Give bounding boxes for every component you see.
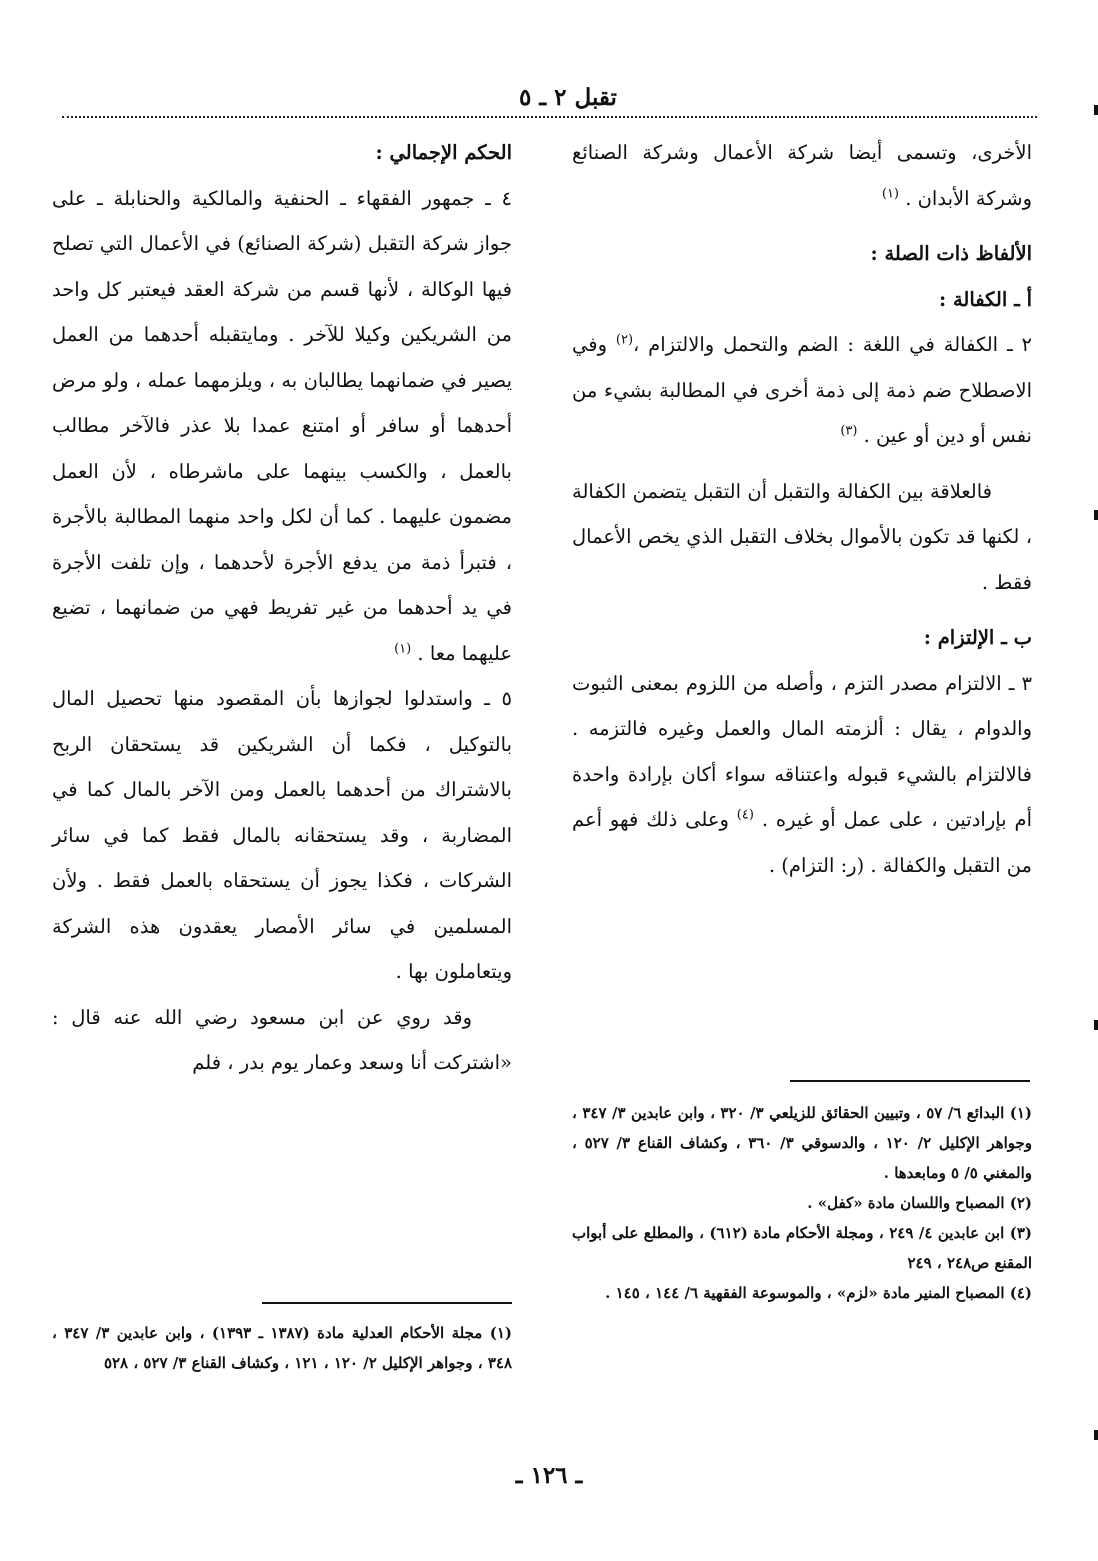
- paragraph: [572, 130, 1032, 221]
- paragraph: [572, 661, 1032, 889]
- left-column: [52, 130, 512, 1086]
- running-header: [60, 78, 1040, 118]
- paragraph: [52, 176, 512, 677]
- running-header-title: تقبل ٢ ـ ٥: [519, 84, 617, 111]
- paragraph-text: ٤ ـ جمهور الفقهاء ـ الحنفية والمالكية والحنابلة ـ على جواز شركة التقبل (شركة الصنائع) في الأعمال التي تصلح فيها الوكالة ، لأنها قسم من شركة العقد فيعتبر كل واحد من الشريكين وكيلا للآخر . ومايتقبله أحدهما من العمل يصير في ضمانهما يطالبان به ، ويلزمهما عمله ، ولو مرض أحدهما أو سافر أو امتنع عمدا بلا عذر فالآخر مطالب بالعمل ، والكسب بينهما على ماشرطاه ، لأن العمل مضمون عليهما . كما أن لكل واحد منهما المطالبة بالأجرة ، فتبرأ ذمة من يدفع الأجرة لأحدهما ، وإن تلفت الأجرة في يد أحدهما من غير تفريط فهي من ضمانهما ، تضيع عليهما معا .: [52, 186, 512, 665]
- paragraph: فالعلاقة بين الكفالة والتقبل أن التقبل يتضمن الكفالة ، لكنها قد تكون بالأموال بخلاف التقبل الذي يخص الأعمال فقط .: [572, 479, 1032, 594]
- footnote-divider: [790, 1080, 1030, 1082]
- paragraph-text: ٣ ـ الالتزام مصدر التزم ، وأصله من اللزوم بمعنى الثبوت والدوام ، يقال : ألزمته المال والعمل وغيره فالتزمه . فالالتزام بالشيء قبوله واعتناقه سواء أكان بإرادة واحدة أم بإرادتين ، على عمل أو غيره .: [572, 671, 1032, 831]
- left-footnotes: [52, 1318, 512, 1378]
- right-column: [572, 130, 1032, 888]
- footnote: (٣) ابن عابدين ٤/ ٢٤٩ ، ومجلة الأحكام مادة (٦١٢) ، والمطلع على أبواب المقنع ص٢٤٨ ، ٢٤٩: [572, 1224, 1032, 1272]
- paragraph: [572, 322, 1032, 459]
- paragraph: وقد روي عن ابن مسعود رضي الله عنه قال : «اشتركت أنا وسعد وعمار يوم بدر ، فلم: [52, 1005, 512, 1074]
- paragraph-text: ٢ ـ الكفالة في اللغة : الضم والتحمل والالتزام ،: [633, 333, 1033, 356]
- footnote-divider: [262, 1302, 512, 1304]
- header-divider: [62, 116, 1037, 118]
- footnote: (١) مجلة الأحكام العدلية مادة (١٣٨٧ ـ ١٣٩٣) ، وابن عابدين ٣/ ٣٤٧ ، ٣٤٨ ، وجواهر الإكليل ٢/ ١٢٠ ، ١٢١ ، وكشاف القناع ٣/ ٥٢٧ ، ٥٢٨: [52, 1324, 512, 1372]
- right-footnotes: [572, 1098, 1032, 1308]
- footnote: (١) البدائع ٦/ ٥٧ ، وتبيين الحقائق للزيلعي ٣/ ٣٢٠ ، وابن عابدين ٣/ ٣٤٧ ، وجواهر الإكليل ٢/ ١٢٠ ، والدسوقي ٣/ ٣٦٠ ، وكشاف القناع ٣/ ٥٢٧ ، والمغني ٥/ ٥ ومابعدها .: [572, 1104, 1033, 1182]
- scan-edge-mark: [1094, 105, 1098, 115]
- footnote-reference: (١): [394, 641, 412, 656]
- footnote: (٤) المصباح المنير مادة «لزم» ، والموسوعة الفقهية ٦/ ١٤٤ ، ١٤٥ .: [605, 1284, 1032, 1302]
- paragraph: ٥ ـ واستدلوا لجوازها بأن المقصود منها تحصيل المال بالتوكيل ، فكما أن الشريكين قد يستحقان الربح بالاشتراك من أحدهما بالعمل ومن الآخر بالمال كما في المضاربة ، وقد يستحقانه بالمال فقط كما في سائر الشركات ، فكذا يجوز أن يستحقاه بالعمل فقط . ولأن المسلمين في سائر الأمصار يعقدون هذه الشركة ويتعاملون بها .: [52, 687, 512, 983]
- paragraph-text: الأخرى، وتسمى أيضا شركة الأعمال وشركة الصنائع وشركة الأبدان .: [572, 141, 1032, 210]
- footnote-reference: (٣): [840, 423, 858, 439]
- paragraph-text: وعلى ذلك فهو أعم من التقبل والكفالة . (ر: التزام) .: [572, 808, 1032, 877]
- paragraph-text: وفي الاصطلاح ضم ذمة إلى ذمة أخرى في المطالبة بشيء من نفس أو دين أو عين .: [572, 333, 1032, 447]
- subsection-heading: أ ـ الكفالة :: [938, 287, 1032, 311]
- footnote-reference: (٤): [736, 807, 754, 823]
- scan-edge-mark: [1094, 510, 1098, 520]
- footnote: (٢) المصباح واللسان مادة «كفل» .: [807, 1194, 1032, 1212]
- scan-edge-mark: [1094, 1430, 1098, 1440]
- footnote-reference: (٢): [615, 332, 634, 348]
- section-heading: الألفاظ ذات الصلة :: [870, 242, 1032, 265]
- section-heading: الحكم الإجمالي :: [375, 141, 512, 164]
- subsection-heading: ب ـ الإلتزام :: [923, 626, 1032, 649]
- footnote-reference: (١): [881, 186, 899, 201]
- scan-edge-mark: [1094, 1020, 1098, 1030]
- page-number: ـ ١٢٦ ـ: [515, 1462, 583, 1489]
